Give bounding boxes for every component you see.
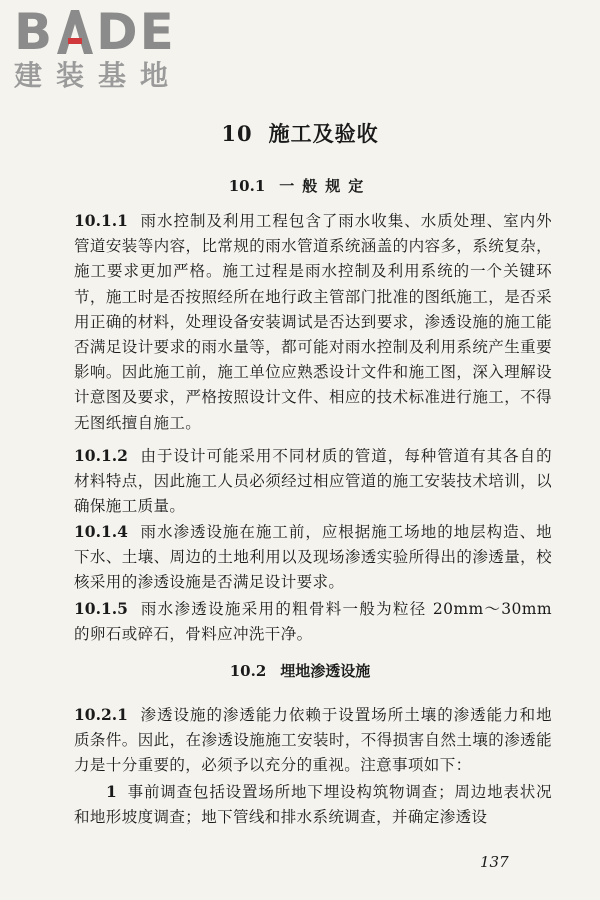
clause-number: 10.1.2 — [74, 446, 128, 465]
clause-text: 雨水控制及利用工程包含了雨水收集、水质处理、室内外管道安装等内容，比常规的雨水管道系统涵盖的内容多，系统复杂，施工要求更加严格。施工过程是雨水控制及利用系统的一个关键环节，施工时是否按照经所在地行政主管部门批准的图纸施工，是否采用正确的材料，处理设备安装调试是否达到要求，渗透设施的施工能否满足设计要求的雨水量等，都可能对雨水控制及利用系统产生重要影响。因此施工前，施工单位应熟悉设计文件和施工图，深入理解设计意图及要求，严格按照设计文件、相应的技术标准进行施工，不得无图纸擅自施工。 — [74, 212, 552, 432]
logo-subtitle: 建装基地 — [14, 59, 183, 92]
clause-text: 渗透设施的渗透能力依赖于设置场所土壤的渗透能力和地质条件。因此，在渗透设施施工安装时，不得损害自然土壤的渗透能力是十分重要的，必须予以充分的重视。注意事项如下： — [74, 706, 552, 775]
section-number: 10.1 — [228, 177, 266, 195]
clause-number: 10.1.4 — [74, 522, 128, 541]
section-heading — [0, 660, 600, 681]
section-number: 10.2 — [229, 662, 267, 680]
section-title: 埋地渗透设施 — [280, 662, 371, 680]
clause-paragraph — [74, 519, 552, 596]
clause-paragraph — [74, 443, 552, 520]
clause-number: 10.1.5 — [74, 599, 128, 618]
logo-letter-b: B — [14, 3, 55, 61]
clause-text: 由于设计可能采用不同材质的管道，每种管道有其各自的材料特点，因此施工人员必须经过相应管道的施工安装技术培训，以确保施工质量。 — [74, 447, 552, 516]
chapter-heading — [0, 118, 600, 148]
logo-letters-de: DE — [96, 3, 176, 61]
chapter-title: 施工及验收 — [268, 121, 379, 146]
clause-number: 10.2.1 — [74, 705, 128, 724]
clause-paragraph — [74, 596, 552, 647]
logo-a-icon — [57, 10, 93, 54]
item-number: 1 — [106, 782, 118, 801]
clause-number: 10.1.1 — [74, 211, 128, 230]
clause-text: 雨水渗透设施采用的粗骨料一般为粒径 20mm～30mm 的卵石或碎石，骨料应冲洗干净。 — [74, 600, 552, 644]
logo-a-glyph — [57, 10, 93, 54]
section-title: 一般规定 — [279, 177, 372, 195]
section-heading — [0, 175, 600, 196]
clause-text: 雨水渗透设施在施工前，应根据施工场地的地层构造、地下水、土壤、周边的土地利用以及现场渗透实验所得出的渗透量，校核采用的渗透设施是否满足设计要求。 — [74, 523, 552, 592]
item-text: 事前调查包括设置场所地下埋设构筑物调查；周边地表状况和地形坡度调查；地下管线和排水系统调查，并确定渗透设 — [74, 783, 552, 827]
chapter-number: 10 — [221, 121, 253, 146]
clause-paragraph — [74, 208, 552, 436]
page-number: 137 — [480, 853, 509, 871]
logo-wordmark — [14, 3, 184, 61]
bade-logo — [14, 3, 184, 92]
logo-a-letter: A — [75, 53, 78, 54]
list-item — [74, 779, 552, 830]
clause-paragraph — [74, 702, 552, 779]
